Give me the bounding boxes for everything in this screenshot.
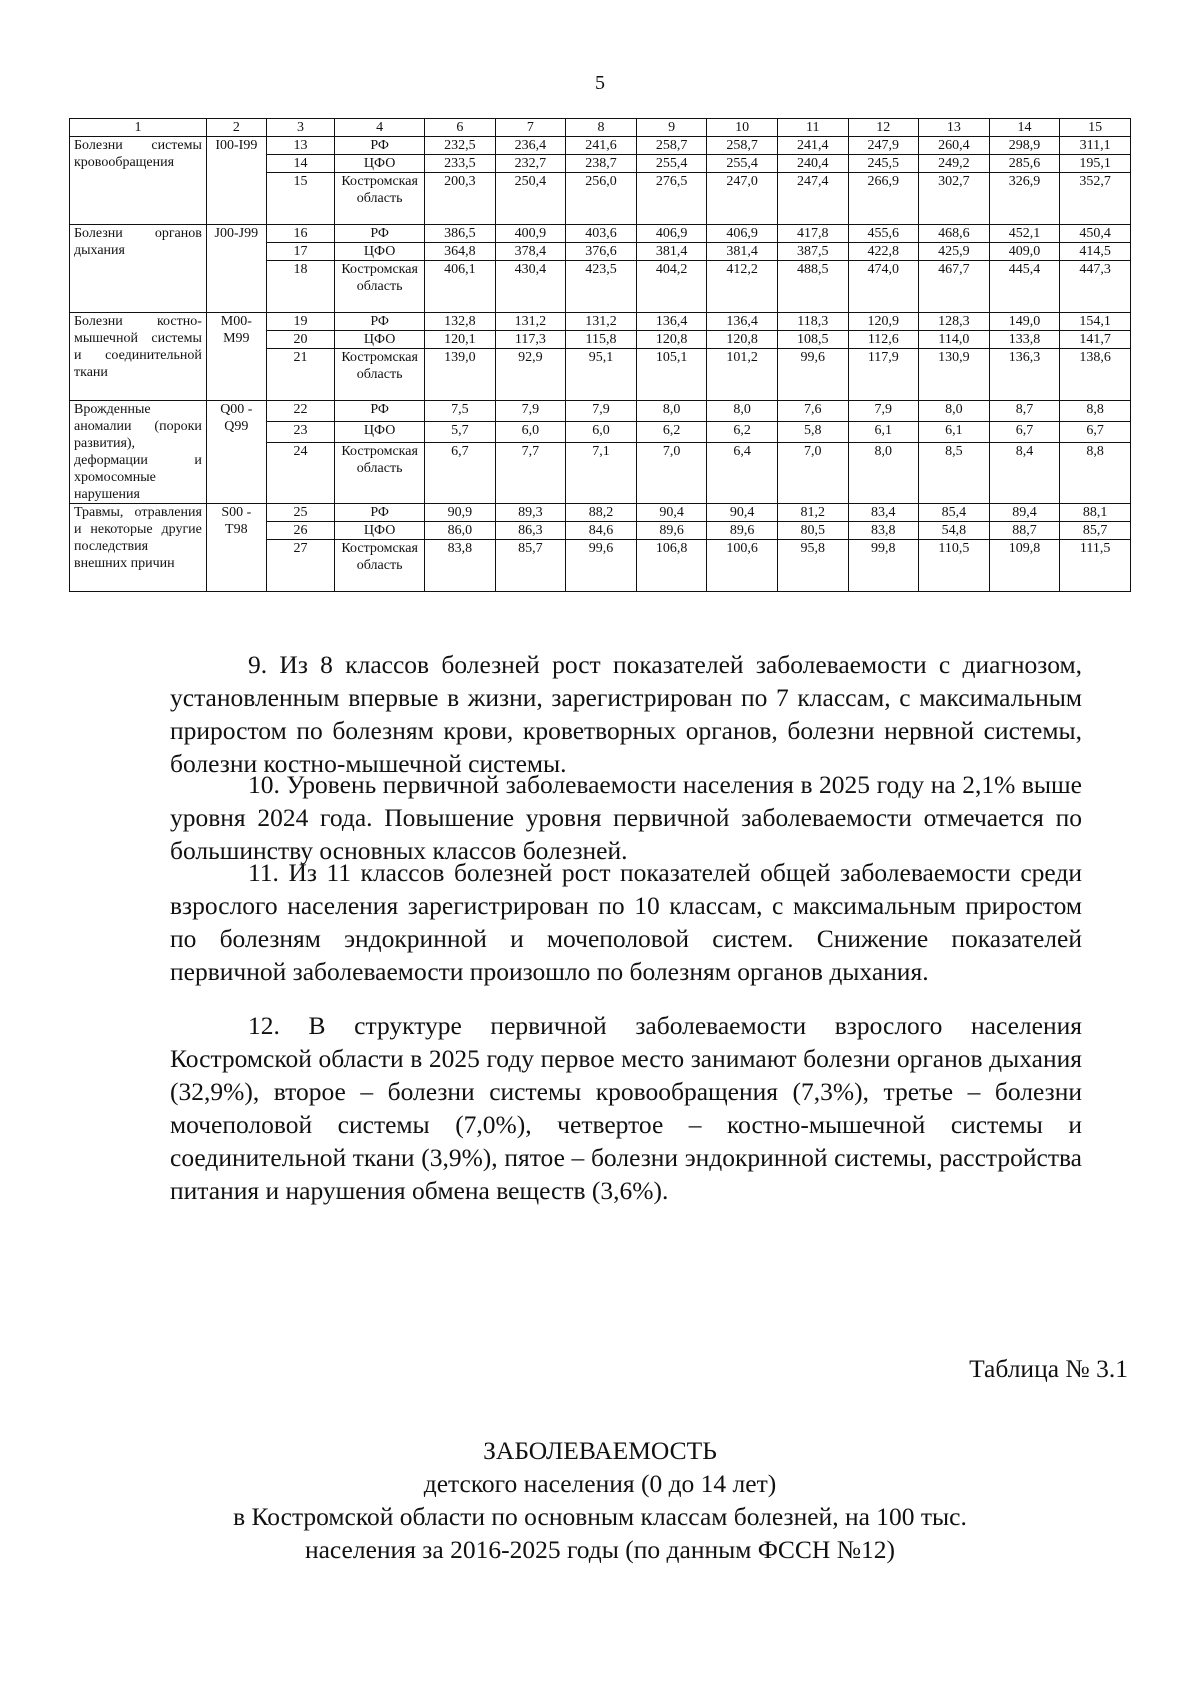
value-cell: 260,4 bbox=[919, 137, 990, 155]
value-cell: 468,6 bbox=[919, 225, 990, 243]
value-cell: 136,4 bbox=[707, 313, 778, 331]
disease-class-cell: Болезни системы кровообращения bbox=[70, 137, 207, 225]
value-cell: 131,2 bbox=[566, 313, 637, 331]
value-cell: 455,6 bbox=[848, 225, 919, 243]
row-number-cell: 15 bbox=[266, 173, 334, 225]
value-cell: 195,1 bbox=[1060, 155, 1131, 173]
value-cell: 89,3 bbox=[495, 504, 566, 522]
row-number-cell: 16 bbox=[266, 225, 334, 243]
paragraph-10: 10. Уровень первичной заболеваемости населения в 2025 году на 2,1% выше уровня 2024 года. Повышение уровня первичной заболеваемости отмечается по большинству основных классов болезней. bbox=[170, 770, 1082, 865]
value-cell: 118,3 bbox=[777, 313, 848, 331]
value-cell: 452,1 bbox=[989, 225, 1060, 243]
table-header-cell: 7 bbox=[495, 119, 566, 137]
value-cell: 488,5 bbox=[777, 261, 848, 313]
value-cell: 108,5 bbox=[777, 331, 848, 349]
value-cell: 6,7 bbox=[425, 443, 496, 504]
table-header-cell: 4 bbox=[335, 119, 425, 137]
section-title: ЗАБОЛЕВАЕМОСТЬ bbox=[483, 1436, 717, 1465]
value-cell: 83,8 bbox=[848, 522, 919, 540]
value-cell: 7,5 bbox=[425, 401, 496, 422]
table-header-cell: 8 bbox=[566, 119, 637, 137]
section-subtitle-1: детского населения (0 до 14 лет) bbox=[423, 1469, 777, 1498]
value-cell: 255,4 bbox=[707, 155, 778, 173]
row-number-cell: 23 bbox=[266, 422, 334, 443]
value-cell: 406,9 bbox=[707, 225, 778, 243]
row-number-cell: 27 bbox=[266, 540, 334, 592]
value-cell: 232,7 bbox=[495, 155, 566, 173]
value-cell: 7,6 bbox=[777, 401, 848, 422]
value-cell: 403,6 bbox=[566, 225, 637, 243]
value-cell: 8,0 bbox=[919, 401, 990, 422]
value-cell: 8,8 bbox=[1060, 443, 1131, 504]
value-cell: 128,3 bbox=[919, 313, 990, 331]
value-cell: 238,7 bbox=[566, 155, 637, 173]
value-cell: 6,0 bbox=[566, 422, 637, 443]
table-header-cell: 2 bbox=[206, 119, 266, 137]
disease-class-cell: Врожденные аномалии (пороки развития), деформации и хромосомные нарушения bbox=[70, 401, 207, 504]
value-cell: 236,4 bbox=[495, 137, 566, 155]
table-body bbox=[70, 119, 1131, 592]
value-cell: 83,8 bbox=[425, 540, 496, 592]
value-cell: 258,7 bbox=[707, 137, 778, 155]
value-cell: 247,0 bbox=[707, 173, 778, 225]
value-cell: 430,4 bbox=[495, 261, 566, 313]
value-cell: 95,1 bbox=[566, 349, 637, 401]
value-cell: 106,8 bbox=[636, 540, 707, 592]
region-cell: ЦФО bbox=[335, 422, 425, 443]
value-cell: 378,4 bbox=[495, 243, 566, 261]
value-cell: 6,4 bbox=[707, 443, 778, 504]
value-cell: 117,9 bbox=[848, 349, 919, 401]
value-cell: 364,8 bbox=[425, 243, 496, 261]
paragraph-12: 12. В структуре первичной заболеваемости взрослого населения Костромской области в 2025 году первое место занимают болезни органов дыхания (32,9%), второе – болезни системы кровообращения (7,3%), третье – болезни мочеполовой системы (7,0%), четвертое – костно-мышечной системы и соединительной ткани (3,9%), пятое – болезни эндокринной системы, расстройства питания и нарушения обмена веществ (3,6%). bbox=[170, 1011, 1082, 1205]
icd-code-cell: J00-J99 bbox=[206, 225, 266, 313]
value-cell: 326,9 bbox=[989, 173, 1060, 225]
value-cell: 445,4 bbox=[989, 261, 1060, 313]
value-cell: 233,5 bbox=[425, 155, 496, 173]
value-cell: 6,1 bbox=[848, 422, 919, 443]
table-row bbox=[70, 504, 1131, 522]
value-cell: 276,5 bbox=[636, 173, 707, 225]
value-cell: 89,6 bbox=[707, 522, 778, 540]
value-cell: 8,8 bbox=[1060, 401, 1131, 422]
region-cell: ЦФО bbox=[335, 243, 425, 261]
value-cell: 250,4 bbox=[495, 173, 566, 225]
value-cell: 467,7 bbox=[919, 261, 990, 313]
table-row bbox=[70, 225, 1131, 243]
value-cell: 5,7 bbox=[425, 422, 496, 443]
value-cell: 417,8 bbox=[777, 225, 848, 243]
value-cell: 240,4 bbox=[777, 155, 848, 173]
value-cell: 6,7 bbox=[989, 422, 1060, 443]
value-cell: 139,0 bbox=[425, 349, 496, 401]
row-number-cell: 22 bbox=[266, 401, 334, 422]
value-cell: 6,1 bbox=[919, 422, 990, 443]
value-cell: 95,8 bbox=[777, 540, 848, 592]
row-number-cell: 25 bbox=[266, 504, 334, 522]
value-cell: 311,1 bbox=[1060, 137, 1131, 155]
row-number-cell: 20 bbox=[266, 331, 334, 349]
value-cell: 7,7 bbox=[495, 443, 566, 504]
value-cell: 85,4 bbox=[919, 504, 990, 522]
value-cell: 101,2 bbox=[707, 349, 778, 401]
value-cell: 245,5 bbox=[848, 155, 919, 173]
value-cell: 117,3 bbox=[495, 331, 566, 349]
value-cell: 8,0 bbox=[848, 443, 919, 504]
table-header-cell: 13 bbox=[919, 119, 990, 137]
region-cell: Костромская область bbox=[335, 443, 425, 504]
value-cell: 54,8 bbox=[919, 522, 990, 540]
value-cell: 249,2 bbox=[919, 155, 990, 173]
table-header-cell: 15 bbox=[1060, 119, 1131, 137]
value-cell: 425,9 bbox=[919, 243, 990, 261]
section-subtitle-3: населения за 2016-2025 годы (по данным ФССН №12) bbox=[304, 1535, 896, 1564]
value-cell: 381,4 bbox=[707, 243, 778, 261]
value-cell: 99,6 bbox=[566, 540, 637, 592]
value-cell: 80,5 bbox=[777, 522, 848, 540]
table-reference: Таблица № 3.1 bbox=[969, 1354, 1128, 1383]
value-cell: 99,8 bbox=[848, 540, 919, 592]
value-cell: 111,5 bbox=[1060, 540, 1131, 592]
value-cell: 109,8 bbox=[989, 540, 1060, 592]
value-cell: 89,4 bbox=[989, 504, 1060, 522]
value-cell: 447,3 bbox=[1060, 261, 1131, 313]
region-cell: РФ bbox=[335, 401, 425, 422]
value-cell: 88,7 bbox=[989, 522, 1060, 540]
value-cell: 285,6 bbox=[989, 155, 1060, 173]
value-cell: 7,1 bbox=[566, 443, 637, 504]
row-number-cell: 19 bbox=[266, 313, 334, 331]
region-cell: РФ bbox=[335, 313, 425, 331]
region-cell: РФ bbox=[335, 504, 425, 522]
value-cell: 241,4 bbox=[777, 137, 848, 155]
value-cell: 120,8 bbox=[707, 331, 778, 349]
value-cell: 400,9 bbox=[495, 225, 566, 243]
value-cell: 115,8 bbox=[566, 331, 637, 349]
value-cell: 450,4 bbox=[1060, 225, 1131, 243]
value-cell: 90,4 bbox=[707, 504, 778, 522]
icd-code-cell: S00 - T98 bbox=[206, 504, 266, 592]
icd-code-cell: Q00 - Q99 bbox=[206, 401, 266, 504]
table-header-cell: 10 bbox=[707, 119, 778, 137]
row-number-cell: 14 bbox=[266, 155, 334, 173]
value-cell: 409,0 bbox=[989, 243, 1060, 261]
value-cell: 90,4 bbox=[636, 504, 707, 522]
region-cell: ЦФО bbox=[335, 155, 425, 173]
table-header-cell: 11 bbox=[777, 119, 848, 137]
value-cell: 138,6 bbox=[1060, 349, 1131, 401]
value-cell: 8,0 bbox=[636, 401, 707, 422]
region-cell: РФ bbox=[335, 225, 425, 243]
value-cell: 84,6 bbox=[566, 522, 637, 540]
value-cell: 7,9 bbox=[495, 401, 566, 422]
value-cell: 247,4 bbox=[777, 173, 848, 225]
table-header-cell: 6 bbox=[425, 119, 496, 137]
table-row bbox=[70, 313, 1131, 331]
value-cell: 7,0 bbox=[777, 443, 848, 504]
table-header-cell: 9 bbox=[636, 119, 707, 137]
value-cell: 110,5 bbox=[919, 540, 990, 592]
value-cell: 5,8 bbox=[777, 422, 848, 443]
region-cell: Костромская область bbox=[335, 173, 425, 225]
table-header-cell: 3 bbox=[266, 119, 334, 137]
value-cell: 131,2 bbox=[495, 313, 566, 331]
value-cell: 120,1 bbox=[425, 331, 496, 349]
value-cell: 7,0 bbox=[636, 443, 707, 504]
value-cell: 92,9 bbox=[495, 349, 566, 401]
value-cell: 100,6 bbox=[707, 540, 778, 592]
region-cell: Костромская область bbox=[335, 261, 425, 313]
page-number: 5 bbox=[595, 72, 605, 94]
row-number-cell: 26 bbox=[266, 522, 334, 540]
paragraph-9: 9. Из 8 классов болезней рост показателей заболеваемости с диагнозом, установленным впервые в жизни, зарегистрирован по 7 классам, с максимальным приростом по болезням крови, кроветворных органов, болезни нервной системы, болезни костно-мышечной системы. bbox=[170, 650, 1082, 778]
morbidity-table bbox=[69, 118, 1131, 592]
value-cell: 105,1 bbox=[636, 349, 707, 401]
value-cell: 86,0 bbox=[425, 522, 496, 540]
table-row bbox=[70, 401, 1131, 422]
value-cell: 406,9 bbox=[636, 225, 707, 243]
value-cell: 352,7 bbox=[1060, 173, 1131, 225]
value-cell: 241,6 bbox=[566, 137, 637, 155]
value-cell: 6,2 bbox=[707, 422, 778, 443]
value-cell: 112,6 bbox=[848, 331, 919, 349]
section-subtitle-2: в Костромской области по основным классам болезней, на 100 тыс. bbox=[233, 1502, 967, 1531]
table-header-cell: 14 bbox=[989, 119, 1060, 137]
value-cell: 85,7 bbox=[1060, 522, 1131, 540]
value-cell: 89,6 bbox=[636, 522, 707, 540]
value-cell: 412,2 bbox=[707, 261, 778, 313]
disease-class-cell: Травмы, отравления и некоторые другие последствия внешних причин bbox=[70, 504, 207, 592]
value-cell: 141,7 bbox=[1060, 331, 1131, 349]
value-cell: 298,9 bbox=[989, 137, 1060, 155]
value-cell: 232,5 bbox=[425, 137, 496, 155]
value-cell: 8,4 bbox=[989, 443, 1060, 504]
value-cell: 376,6 bbox=[566, 243, 637, 261]
row-number-cell: 13 bbox=[266, 137, 334, 155]
value-cell: 99,6 bbox=[777, 349, 848, 401]
value-cell: 86,3 bbox=[495, 522, 566, 540]
value-cell: 387,5 bbox=[777, 243, 848, 261]
region-cell: Костромская область bbox=[335, 349, 425, 401]
region-cell: Костромская область bbox=[335, 540, 425, 592]
value-cell: 130,9 bbox=[919, 349, 990, 401]
value-cell: 7,9 bbox=[566, 401, 637, 422]
value-cell: 149,0 bbox=[989, 313, 1060, 331]
row-number-cell: 18 bbox=[266, 261, 334, 313]
value-cell: 6,2 bbox=[636, 422, 707, 443]
value-cell: 6,0 bbox=[495, 422, 566, 443]
icd-code-cell: I00-I99 bbox=[206, 137, 266, 225]
value-cell: 83,4 bbox=[848, 504, 919, 522]
value-cell: 136,4 bbox=[636, 313, 707, 331]
value-cell: 114,0 bbox=[919, 331, 990, 349]
value-cell: 386,5 bbox=[425, 225, 496, 243]
value-cell: 474,0 bbox=[848, 261, 919, 313]
value-cell: 247,9 bbox=[848, 137, 919, 155]
paragraph-11: 11. Из 11 классов болезней рост показателей общей заболеваемости среди взрослого населения зарегистрирован по 10 классам, с максимальным приростом по болезням эндокринной и мочеполовой систем. Снижение показателей первичной заболеваемости произошло по болезням органов дыхания. bbox=[170, 858, 1082, 986]
disease-class-cell: Болезни костно-мышечной системы и соединительной ткани bbox=[70, 313, 207, 401]
value-cell: 81,2 bbox=[777, 504, 848, 522]
value-cell: 136,3 bbox=[989, 349, 1060, 401]
value-cell: 8,7 bbox=[989, 401, 1060, 422]
value-cell: 8,0 bbox=[707, 401, 778, 422]
value-cell: 8,5 bbox=[919, 443, 990, 504]
value-cell: 423,5 bbox=[566, 261, 637, 313]
value-cell: 7,9 bbox=[848, 401, 919, 422]
value-cell: 154,1 bbox=[1060, 313, 1131, 331]
value-cell: 120,9 bbox=[848, 313, 919, 331]
value-cell: 132,8 bbox=[425, 313, 496, 331]
value-cell: 256,0 bbox=[566, 173, 637, 225]
value-cell: 255,4 bbox=[636, 155, 707, 173]
value-cell: 85,7 bbox=[495, 540, 566, 592]
value-cell: 200,3 bbox=[425, 173, 496, 225]
disease-class-cell: Болезни органов дыхания bbox=[70, 225, 207, 313]
value-cell: 88,1 bbox=[1060, 504, 1131, 522]
value-cell: 90,9 bbox=[425, 504, 496, 522]
row-number-cell: 17 bbox=[266, 243, 334, 261]
value-cell: 6,7 bbox=[1060, 422, 1131, 443]
value-cell: 258,7 bbox=[636, 137, 707, 155]
row-number-cell: 21 bbox=[266, 349, 334, 401]
row-number-cell: 24 bbox=[266, 443, 334, 504]
value-cell: 422,8 bbox=[848, 243, 919, 261]
value-cell: 406,1 bbox=[425, 261, 496, 313]
table-header-row bbox=[70, 119, 1131, 137]
table-header-cell: 1 bbox=[70, 119, 207, 137]
region-cell: ЦФО bbox=[335, 522, 425, 540]
value-cell: 302,7 bbox=[919, 173, 990, 225]
value-cell: 266,9 bbox=[848, 173, 919, 225]
region-cell: ЦФО bbox=[335, 331, 425, 349]
value-cell: 88,2 bbox=[566, 504, 637, 522]
table-header-cell: 12 bbox=[848, 119, 919, 137]
table-row bbox=[70, 137, 1131, 155]
value-cell: 404,2 bbox=[636, 261, 707, 313]
value-cell: 120,8 bbox=[636, 331, 707, 349]
value-cell: 414,5 bbox=[1060, 243, 1131, 261]
value-cell: 381,4 bbox=[636, 243, 707, 261]
value-cell: 133,8 bbox=[989, 331, 1060, 349]
region-cell: РФ bbox=[335, 137, 425, 155]
icd-code-cell: M00-M99 bbox=[206, 313, 266, 401]
